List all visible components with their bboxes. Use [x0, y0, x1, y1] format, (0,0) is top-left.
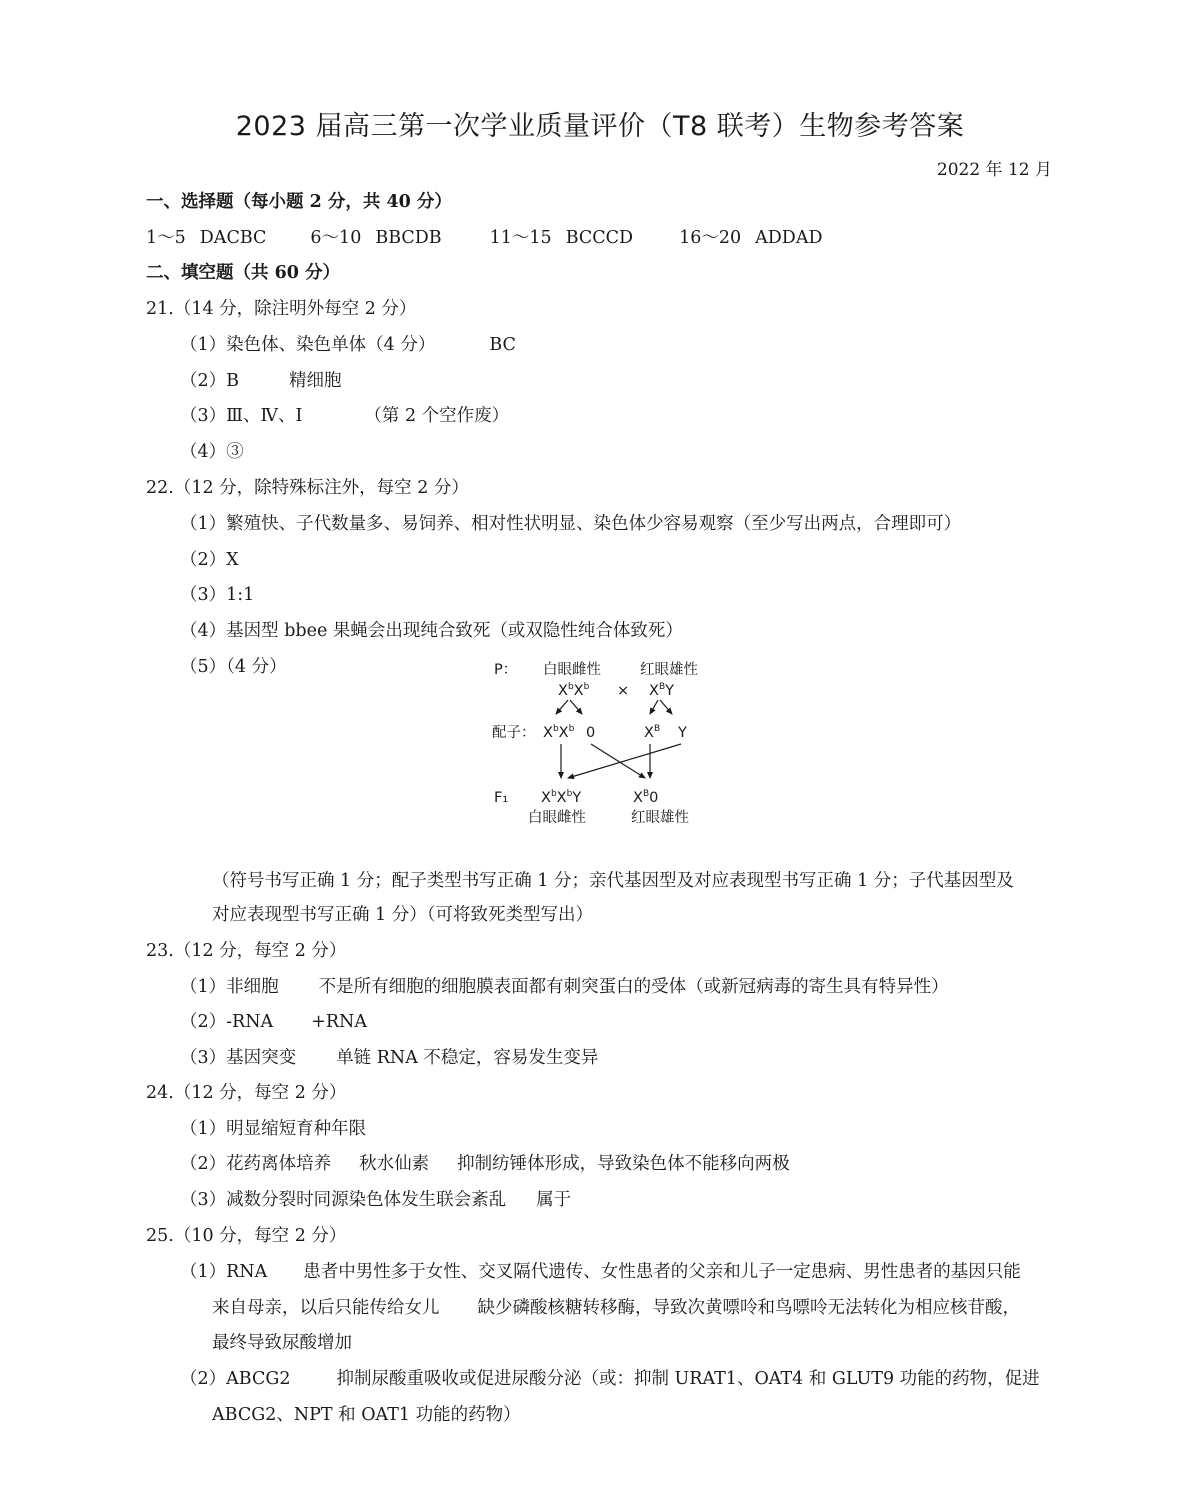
answer-text: （2）B — [180, 371, 239, 391]
q23-answer-1 — [180, 975, 949, 999]
f1-female-genotype: $X^bX^bY$ — [541, 789, 582, 806]
answer-text: BC — [489, 335, 516, 355]
answer-value: DACBC — [199, 228, 267, 248]
gamete-xbxb: $X^bX^b$ — [543, 724, 575, 741]
answer-text: （第 2 个空作废） — [364, 406, 510, 426]
answer-text: （1）染色体、染色单体（4 分） — [180, 335, 436, 355]
arrow-p-to-gamete — [556, 700, 568, 714]
answer-range: 16～20 — [679, 228, 742, 248]
p-female-phenotype: 白眼雌性 — [543, 662, 601, 678]
answer-text: （2）ABCG2 — [180, 1369, 291, 1389]
answer-text: 精细胞 — [289, 371, 342, 391]
q22-answer-5: （5）（4 分） — [180, 657, 287, 677]
q23-header: 23.（12 分，每空 2 分） — [146, 941, 347, 961]
arrow-p-to-gamete — [660, 700, 672, 714]
q22-scoring-note-2: 对应表现型书写正确 1 分）（可将致死类型写出） — [212, 905, 594, 925]
q25-answer-2-cont: ABCG2、NPT 和 OAT1 功能的药物） — [212, 1405, 521, 1425]
q24-answer-3 — [180, 1188, 571, 1212]
arrow-gamete-to-f1 — [591, 744, 645, 778]
q24-answer-2 — [180, 1152, 790, 1176]
p-male-genotype: $X^BY$ — [649, 682, 674, 699]
answer-text: （3）减数分裂时同源染色体发生联会紊乱 — [180, 1190, 507, 1210]
q25-answer-1-end: 最终导致尿酸增加 — [212, 1333, 352, 1353]
arrow-p-to-gamete — [650, 700, 658, 714]
answer-text: 缺少磷酸核糖转移酶，导致次黄嘌呤和鸟嘌呤无法转化为相应核苷酸， — [477, 1298, 1020, 1318]
q25-answer-1-cont — [212, 1296, 1020, 1320]
arrow-gamete-to-f1 — [568, 744, 681, 778]
answer-text: （3）基因突变 — [180, 1048, 297, 1068]
answer-text: （1）RNA — [180, 1262, 268, 1282]
gamete-zero: 0 — [586, 725, 596, 741]
answer-text: 抑制尿酸重吸收或促进尿酸分泌（或：抑制 URAT1、OAT4 和 GLUT9 功能的药物，促进 — [336, 1369, 1040, 1389]
q21-answer-2 — [180, 369, 342, 393]
q21-answer-4: （4）③ — [180, 442, 244, 462]
answer-value: BCCCD — [565, 228, 634, 248]
p-male-phenotype: 红眼雄性 — [640, 662, 698, 678]
choice-answers-row — [146, 226, 823, 250]
answer-text: （2）-RNA — [180, 1012, 274, 1032]
p-label: P： — [494, 662, 518, 678]
answer-text: （2）花药离体培养 — [180, 1154, 332, 1174]
f1-male-genotype: $X^B0$ — [633, 789, 659, 806]
answer-text: 抑制纺锤体形成，导致染色体不能移向两极 — [457, 1154, 790, 1174]
q24-header: 24.（12 分，每空 2 分） — [146, 1083, 347, 1103]
answer-range: 1～5 — [146, 228, 186, 248]
page-title: 2023 届高三第一次学业质量评价（T8 联考）生物参考答案 — [235, 111, 965, 142]
answer-text: （1）非细胞 — [180, 977, 279, 997]
q25-answer-1 — [180, 1260, 1021, 1284]
q25-header: 25.（10 分，每空 2 分） — [146, 1226, 347, 1246]
answer-text: 单链 RNA 不稳定，容易发生变异 — [336, 1048, 599, 1068]
p-female-genotype: $X^bX^b$ — [558, 682, 590, 699]
cross-symbol: × — [617, 683, 630, 699]
q21-answer-1 — [180, 333, 516, 357]
q23-answer-2 — [180, 1010, 367, 1034]
answer-text: 来自母亲，以后只能传给女儿 — [212, 1298, 440, 1318]
section-1-heading: 一、选择题（每小题 2 分，共 40 分） — [146, 192, 452, 212]
gamete-label: 配子： — [492, 725, 536, 741]
answer-text: 不是所有细胞的细胞膜表面都有刺突蛋白的受体（或新冠病毒的寄生具有特异性） — [318, 977, 949, 997]
document-date: 2022 年 12 月 — [936, 160, 1052, 180]
answer-range: 6～10 — [310, 228, 362, 248]
q22-answer-2: （2）X — [180, 550, 239, 570]
gamete-y: Y — [678, 725, 687, 741]
answer-text: （3）Ⅲ、Ⅳ、Ⅰ — [180, 406, 303, 426]
q21-header: 21.（14 分，除注明外每空 2 分） — [146, 299, 417, 319]
q22-header: 22.（12 分，除特殊标注外，每空 2 分） — [146, 478, 469, 498]
arrow-p-to-gamete — [570, 700, 582, 714]
answer-text: 属于 — [536, 1190, 572, 1210]
answer-text: +RNA — [311, 1012, 367, 1032]
gamete-xB: $X^B$ — [644, 724, 661, 741]
q22-answer-4: （4）基因型 bbee 果蝇会出现纯合致死（或双隐性纯合体致死） — [180, 621, 683, 641]
q21-answer-3 — [180, 404, 509, 428]
q23-answer-3 — [180, 1046, 598, 1070]
f1-label: F₁ — [494, 790, 509, 806]
answer-value: ADDAD — [755, 228, 823, 248]
f1-female-phenotype: 白眼雌性 — [528, 810, 586, 826]
q25-answer-2 — [180, 1367, 1040, 1391]
answer-text: 秋水仙素 — [359, 1154, 430, 1174]
answer-text: 患者中男性多于女性、交叉隔代遗传、女性患者的父亲和儿子一定患病、男性患者的基因只能 — [303, 1262, 1021, 1282]
f1-male-phenotype: 红眼雄性 — [631, 810, 689, 826]
answer-range: 11～15 — [489, 228, 552, 248]
genetic-cross-diagram — [488, 652, 718, 837]
q24-answer-1: （1）明显缩短育种年限 — [180, 1119, 367, 1139]
q22-scoring-note-1: （符号书写正确 1 分；配子类型书写正确 1 分；亲代基因型及对应表现型书写正确 1 分；子代基因型及 — [212, 871, 1014, 891]
q22-answer-1: （1）繁殖快、子代数量多、易饲养、相对性状明显、染色体少容易观察（至少写出两点，合理即可） — [180, 514, 962, 534]
answer-value: BBCDB — [375, 228, 442, 248]
q22-answer-3: （3）1:1 — [180, 585, 255, 605]
section-2-heading: 二、填空题（共 60 分） — [146, 263, 341, 283]
